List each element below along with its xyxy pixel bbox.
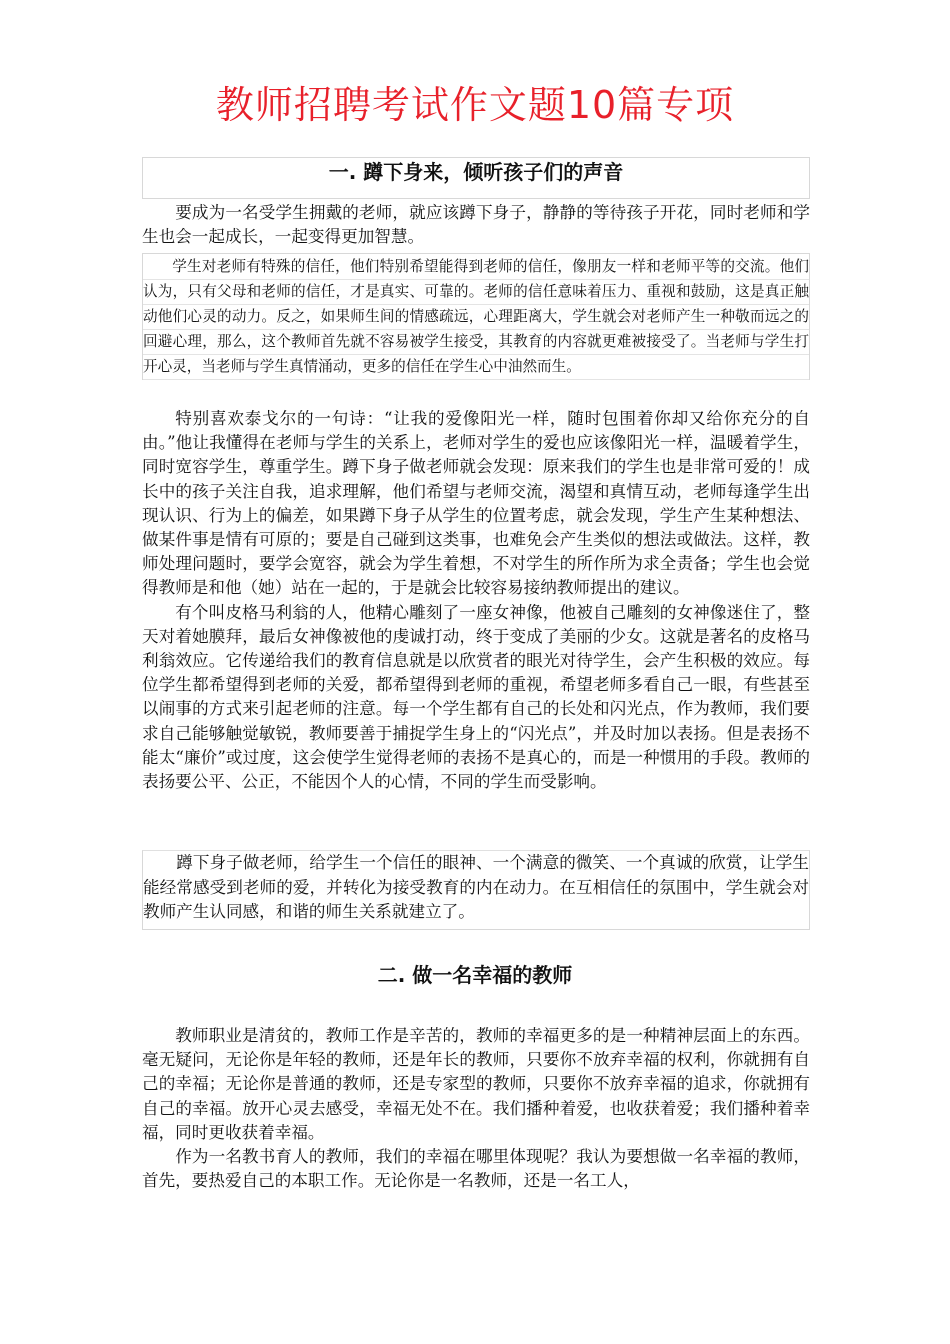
section-1-heading: 一. 蹲下身来，倾听孩子们的声音 <box>328 160 624 184</box>
section-1-boxed-paragraph: 学生对老师有特殊的信任，他们特别希望能得到老师的信任，像朋友一样和老师平等的交流。他们认为，只有父母和老师的信任，才是真实、可靠的。老师的信任意味着压力、重视和鼓励，这是真正触动他们心灵的动力。反之，如果师生间的情感疏远，心理距离大，学生就会对老师产生一种敬而远之的回避心理，那么，这个教师首先就不容易被学生接受，其教育的内容就更难被接受了。当老师与学生打开心灵，当老师与学生真情涌动，更多的信任在学生心中油然而生。 <box>143 258 809 375</box>
document-title: 教师招聘考试作文题10篇专项 <box>215 83 735 127</box>
section-1-tagore-paragraph: 特别喜欢泰戈尔的一句诗：“让我的爱像阳光一样，随时包围着你却又给你充分的自由。”他让我懂得在老师与学生的关系上，老师对学生的爱也应该像阳光一样，温暖着学生，同时宽容学生，尊重学生。蹲下身子做老师就会发现：原来我们的学生也是非常可爱的！成长中的孩子关注自我，追求理解，他们希望与老师交流，渴望和真情互动，老师每逢学生出现认识、行为上的偏差，如果蹲下身子从学生的位置考虑，就会发现，学生产生某种想法、做某件事是情有可原的；要是自己碰到这类事，也难免会产生类似的想法或做法。这样，教师处理问题时，要学会宽容，就会为学生着想，不对学生的所作所为求全责备；学生也会觉得教师是和他（她）站在一起的，于是就会比较容易接纳教师提出的建议。 <box>142 409 810 598</box>
section-1-closing-paragraph: 蹲下身子做老师，给学生一个信任的眼神、一个满意的微笑、一个真诚的欣赏，让学生能经常感受到老师的爱，并转化为接受教育的内在动力。在互相信任的氛围中，学生就会对教师产生认同感，和谐的师生关系就建立了。 <box>143 853 809 921</box>
section-2-heading: 二. 做一名幸福的教师 <box>377 963 573 987</box>
section-1-pygmalion-paragraph: 有个叫皮格马利翁的人，他精心雕刻了一座女神像，他被自己雕刻的女神像迷住了，整天对着她膜拜，最后女神像被他的虔诚打动，终于变成了美丽的少女。这就是著名的皮格马利翁效应。它传递给我们的教育信息就是以欣赏者的眼光对待学生，会产生积极的效应。每位学生都希望得到老师的关爱，都希望得到老师的重视，希望老师多看自己一眼，有些甚至以闹事的方式来引起老师的注意。每一个学生都有自己的长处和闪光点，作为教师，我们要求自己能够触觉敏锐，教师要善于捕捉学生身上的“闪光点”，并及时加以表扬。但是表扬不能太“廉价”或过度，这会使学生觉得老师的表扬不是真心的，而是一种惯用的手段。教师的表扬要公平、公正，不能因个人的心情，不同的学生而受影响。 <box>142 602 810 792</box>
section-1 <box>142 157 810 929</box>
section-2-paragraph-2: 作为一名教书育人的教师，我们的幸福在哪里体现呢？我认为要想做一名幸福的教师，首先，要热爱自己的本职工作。无论你是一名教师，还是一名工人， <box>142 1147 810 1191</box>
section-1-intro-paragraph: 要成为一名受学生拥戴的老师，就应该蹲下身子，静静的等待孩子开花，同时老师和学生也会一起成长，一起变得更加智慧。 <box>142 203 810 246</box>
section-1-closing-box <box>142 850 810 930</box>
section-2-paragraph-1: 教师职业是清贫的，教师工作是辛苦的，教师的幸福更多的是一种精神层面上的东西。毫无疑问，无论你是年轻的教师，还是年长的教师，只要你不放弃幸福的权利，你就拥有自己的幸福；无论你是普通的教师，还是专家型的教师，只要你不放弃幸福的追求，你就拥有自己的幸福。放开心灵去感受，幸福无处不在。我们播种着爱，也收获着爱；我们播种着幸福，同时更收获着幸福。 <box>142 1026 810 1142</box>
section-1-body <box>142 407 810 794</box>
section-1-boxed-paragraph-frame <box>142 253 810 380</box>
section-2 <box>142 1024 810 1193</box>
section-1-heading-box <box>142 157 810 199</box>
